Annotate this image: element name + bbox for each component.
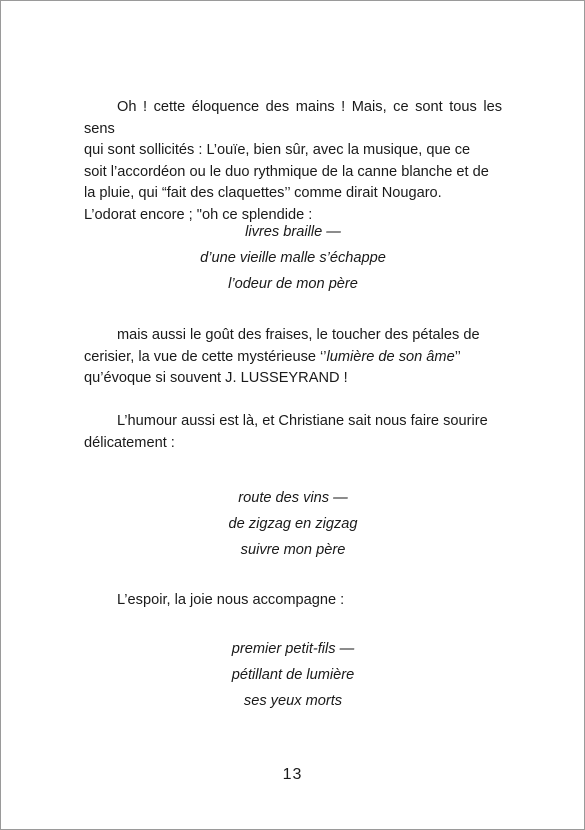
paragraph-senses [84,97,502,226]
haiku-line: livres braille — [245,224,341,240]
text-line: qu’évoque si souvent J. LUSSEYRAND ! [84,370,348,386]
page-number: 13 [282,766,303,783]
text-line: L’humour aussi est là, et Christiane sait nous faire sourire [117,413,488,429]
text-line: L’odorat encore ; "oh ce splendide : [84,206,313,223]
haiku-line: l’odeur de mon père [228,276,358,292]
text-line: cerisier, la vue de cette mystérieuse ‘’lumière de son âme’’ [84,348,461,365]
haiku-line: de zigzag en zigzag [228,516,358,532]
paragraph-taste-touch [84,325,502,390]
text-line: délicatement : [84,434,175,451]
text-line: qui sont sollicités : L’ouïe, bien sûr, avec la musique, que ce [84,142,471,158]
text-line: la pluie, qui “fait des claquettes’’ comme dirait Nougaro. [84,185,442,201]
haiku-line: d’une vieille malle s’échappe [200,250,386,266]
haiku-wine-route [84,485,502,563]
paragraph-humour [84,411,502,454]
quote-italic: lumière de son âme [326,348,455,365]
haiku-line: route des vins — [238,490,348,506]
haiku-grandson [84,636,502,714]
text-line: L’espoir, la joie nous accompagne : [117,592,345,608]
haiku-line: premier petit-fils — [231,641,355,657]
haiku-line: suivre mon père [240,542,346,558]
haiku-braille [84,219,502,297]
text-line: mais aussi le goût des fraises, le toucher des pétales de [117,327,480,343]
paragraph-hope [84,590,502,612]
haiku-line: pétillant de lumière [231,667,355,683]
haiku-line: ses yeux morts [243,693,343,709]
text-line: soit l’accordéon ou le duo rythmique de la canne blanche et de [84,163,489,180]
text-line: Oh ! cette éloquence des mains ! Mais, ce sont tous les sens [84,99,502,137]
